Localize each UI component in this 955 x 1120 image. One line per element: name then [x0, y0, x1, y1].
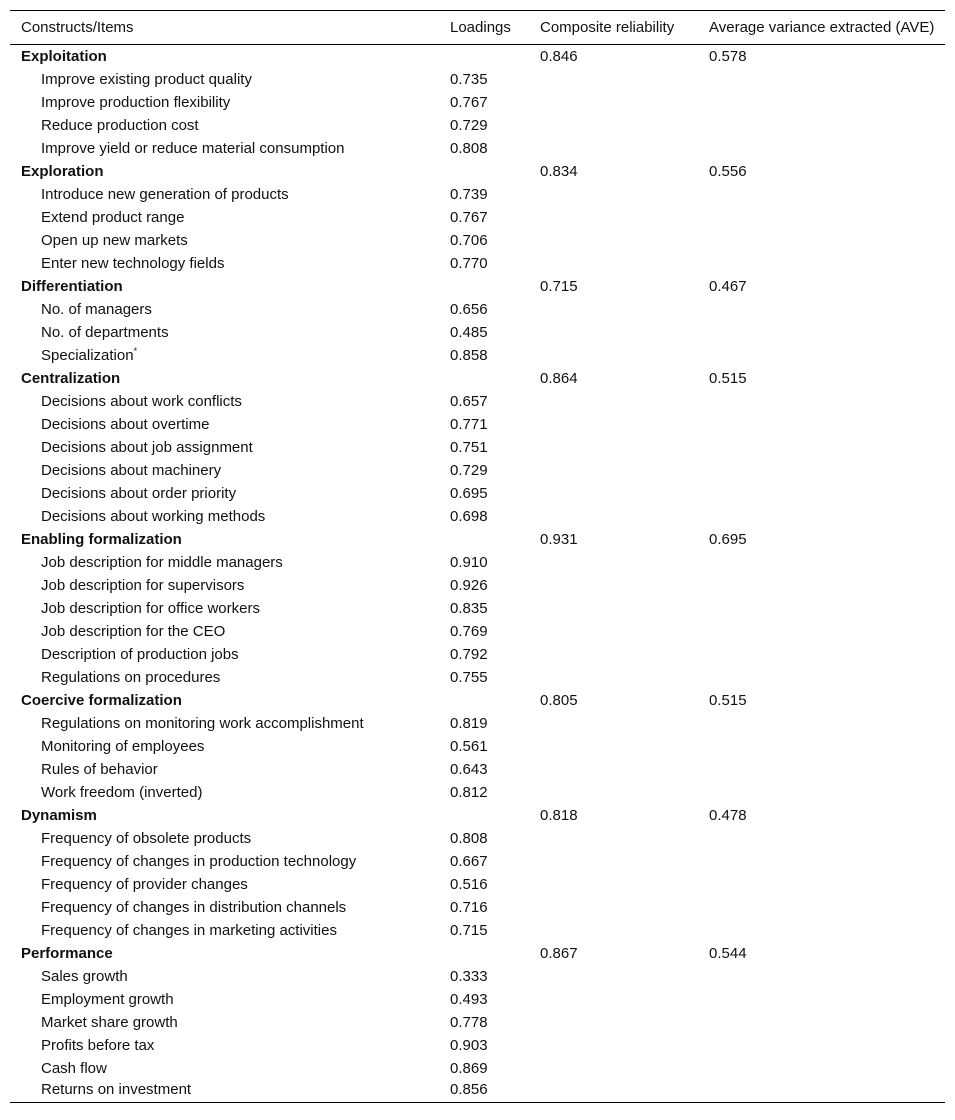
item-loading: 0.657	[450, 392, 488, 410]
item-row	[10, 114, 945, 137]
item-loading: 0.910	[450, 553, 488, 571]
item-row	[10, 482, 945, 505]
item-ave-empty	[709, 758, 945, 781]
item-ave-empty	[709, 827, 945, 850]
item-ave-empty	[709, 252, 945, 275]
item-label: Reduce production cost	[41, 116, 199, 134]
item-row	[10, 827, 945, 850]
construct-row	[10, 528, 945, 551]
table-header	[10, 11, 945, 45]
item-label: Decisions about machinery	[41, 461, 222, 479]
item-loading: 0.751	[450, 438, 488, 456]
item-label-cell	[10, 459, 450, 482]
item-row	[10, 91, 945, 114]
item-ave-empty	[709, 183, 945, 206]
item-label-cell	[10, 873, 450, 896]
item-label-cell	[10, 551, 450, 574]
item-cr-empty	[540, 551, 709, 574]
item-row	[10, 321, 945, 344]
item-ave-empty	[709, 206, 945, 229]
item-ave-empty	[709, 298, 945, 321]
construct-name: Exploitation	[21, 47, 107, 65]
construct-name: Differentiation	[21, 277, 123, 295]
item-ave-empty	[709, 91, 945, 114]
item-loading: 0.767	[450, 208, 488, 226]
item-label-cell	[10, 206, 450, 229]
item-label-cell	[10, 666, 450, 689]
average-variance-extracted: 0.467	[709, 277, 747, 295]
item-ave-empty	[709, 896, 945, 919]
item-loading: 0.856	[450, 1080, 488, 1098]
header-composite-reliability: Composite reliability	[540, 19, 675, 36]
item-row	[10, 1034, 945, 1057]
construct-name: Centralization	[21, 369, 121, 387]
item-loading: 0.739	[450, 185, 488, 203]
item-label-cell	[10, 597, 450, 620]
construct-loading-empty	[450, 160, 540, 183]
item-row	[10, 137, 945, 160]
item-loading: 0.485	[450, 323, 488, 341]
item-loading: 0.869	[450, 1059, 488, 1077]
item-cr-empty	[540, 988, 709, 1011]
item-cr-empty	[540, 850, 709, 873]
item-label-cell	[10, 1080, 450, 1103]
item-cr-empty	[540, 137, 709, 160]
item-label-cell	[10, 436, 450, 459]
item-label: Extend product range	[41, 208, 185, 226]
item-loading: 0.643	[450, 760, 488, 778]
item-cr-empty	[540, 321, 709, 344]
item-ave-empty	[709, 436, 945, 459]
item-cr-empty	[540, 574, 709, 597]
item-label: Rules of behavior	[41, 760, 158, 778]
construct-loading-empty	[450, 275, 540, 298]
header-constructs: Constructs/Items	[21, 19, 134, 36]
item-cr-empty	[540, 459, 709, 482]
item-label-cell	[10, 827, 450, 850]
item-ave-empty	[709, 850, 945, 873]
item-label: Employment growth	[41, 990, 174, 1008]
item-ave-empty	[709, 919, 945, 942]
item-label: Returns on investment	[41, 1080, 192, 1098]
average-variance-extracted: 0.544	[709, 944, 747, 962]
item-label: Profits before tax	[41, 1036, 155, 1054]
item-label-cell	[10, 850, 450, 873]
composite-reliability: 0.864	[540, 369, 578, 387]
item-label-cell	[10, 252, 450, 275]
item-loading: 0.333	[450, 967, 488, 985]
item-label-cell	[10, 988, 450, 1011]
item-ave-empty	[709, 873, 945, 896]
item-loading: 0.561	[450, 737, 488, 755]
item-cr-empty	[540, 666, 709, 689]
item-cr-empty	[540, 183, 709, 206]
item-row	[10, 597, 945, 620]
item-loading: 0.715	[450, 921, 488, 939]
item-cr-empty	[540, 344, 709, 367]
item-loading: 0.667	[450, 852, 488, 870]
item-label-cell	[10, 919, 450, 942]
item-ave-empty	[709, 505, 945, 528]
item-cr-empty	[540, 1057, 709, 1080]
item-cr-empty	[540, 298, 709, 321]
item-label: Decisions about work conflicts	[41, 392, 242, 410]
item-row	[10, 298, 945, 321]
item-row	[10, 413, 945, 436]
item-label: No. of managers	[41, 300, 152, 318]
item-ave-empty	[709, 1057, 945, 1080]
item-row	[10, 551, 945, 574]
item-cr-empty	[540, 1034, 709, 1057]
item-loading: 0.755	[450, 668, 488, 686]
item-cr-empty	[540, 1080, 709, 1103]
item-loading: 0.903	[450, 1036, 488, 1054]
item-ave-empty	[709, 643, 945, 666]
item-loading: 0.926	[450, 576, 488, 594]
item-loading: 0.706	[450, 231, 488, 249]
item-label-cell	[10, 183, 450, 206]
construct-row	[10, 275, 945, 298]
item-row	[10, 1011, 945, 1034]
item-row	[10, 965, 945, 988]
construct-name: Performance	[21, 944, 113, 962]
item-label-cell	[10, 321, 450, 344]
item-label-cell	[10, 896, 450, 919]
item-row	[10, 1057, 945, 1080]
item-label-cell	[10, 229, 450, 252]
header-row	[10, 11, 945, 45]
item-ave-empty	[709, 390, 945, 413]
item-label: Job description for office workers	[41, 599, 260, 617]
item-cr-empty	[540, 91, 709, 114]
item-ave-empty	[709, 114, 945, 137]
item-cr-empty	[540, 390, 709, 413]
item-label-cell	[10, 137, 450, 160]
item-ave-empty	[709, 1011, 945, 1034]
item-label-cell	[10, 91, 450, 114]
item-loading: 0.695	[450, 484, 488, 502]
item-ave-empty	[709, 597, 945, 620]
construct-name: Enabling formalization	[21, 530, 182, 548]
item-label: Cash flow	[41, 1059, 107, 1077]
item-label-cell	[10, 1057, 450, 1080]
composite-reliability: 0.834	[540, 162, 578, 180]
composite-reliability: 0.715	[540, 277, 578, 295]
item-label-cell	[10, 298, 450, 321]
item-label-cell	[10, 114, 450, 137]
item-row	[10, 459, 945, 482]
composite-reliability: 0.805	[540, 691, 578, 709]
item-loading: 0.808	[450, 139, 488, 157]
item-cr-empty	[540, 965, 709, 988]
item-ave-empty	[709, 321, 945, 344]
item-row	[10, 735, 945, 758]
composite-reliability: 0.867	[540, 944, 578, 962]
item-label: Frequency of provider changes	[41, 875, 248, 893]
item-row	[10, 620, 945, 643]
item-cr-empty	[540, 781, 709, 804]
item-label: Improve production flexibility	[41, 93, 231, 111]
item-cr-empty	[540, 758, 709, 781]
item-label: Monitoring of employees	[41, 737, 205, 755]
construct-name: Coercive formalization	[21, 691, 182, 709]
item-row	[10, 666, 945, 689]
item-label: Decisions about order priority	[41, 484, 237, 502]
table-body	[10, 45, 945, 1103]
item-row	[10, 390, 945, 413]
item-row	[10, 896, 945, 919]
item-row	[10, 850, 945, 873]
item-ave-empty	[709, 229, 945, 252]
item-label: Decisions about job assignment	[41, 438, 253, 456]
item-ave-empty	[709, 344, 945, 367]
construct-loading-empty	[450, 45, 540, 68]
item-label: Job description for the CEO	[41, 622, 226, 640]
average-variance-extracted: 0.515	[709, 369, 747, 387]
item-label-cell	[10, 712, 450, 735]
average-variance-extracted: 0.478	[709, 806, 747, 824]
item-row	[10, 919, 945, 942]
item-cr-empty	[540, 68, 709, 91]
item-label: Frequency of changes in marketing activities	[41, 921, 337, 939]
item-label: Description of production jobs	[41, 645, 239, 663]
item-loading: 0.769	[450, 622, 488, 640]
item-label: Work freedom (inverted)	[41, 783, 203, 801]
item-label-cell	[10, 965, 450, 988]
construct-row	[10, 942, 945, 965]
construct-row	[10, 45, 945, 68]
item-cr-empty	[540, 873, 709, 896]
construct-name: Exploration	[21, 162, 104, 180]
results-table-container	[10, 10, 945, 1103]
item-ave-empty	[709, 620, 945, 643]
construct-row	[10, 804, 945, 827]
item-cr-empty	[540, 114, 709, 137]
item-cr-empty	[540, 896, 709, 919]
item-label: Regulations on procedures	[41, 668, 221, 686]
item-cr-empty	[540, 229, 709, 252]
item-row	[10, 758, 945, 781]
item-loading: 0.516	[450, 875, 488, 893]
average-variance-extracted: 0.578	[709, 47, 747, 65]
item-cr-empty	[540, 252, 709, 275]
composite-reliability: 0.818	[540, 806, 578, 824]
item-label: Decisions about working methods	[41, 507, 266, 525]
item-row	[10, 252, 945, 275]
construct-loading-empty	[450, 689, 540, 712]
header-ave: Average variance extracted (AVE)	[709, 19, 935, 36]
item-label-cell	[10, 344, 450, 367]
item-loading: 0.656	[450, 300, 488, 318]
header-loadings: Loadings	[450, 19, 511, 36]
item-cr-empty	[540, 620, 709, 643]
item-cr-empty	[540, 505, 709, 528]
item-label: No. of departments	[41, 323, 169, 341]
item-row	[10, 206, 945, 229]
item-loading: 0.716	[450, 898, 488, 916]
item-row	[10, 183, 945, 206]
item-label: Job description for middle managers	[41, 553, 283, 571]
item-row	[10, 436, 945, 459]
item-cr-empty	[540, 206, 709, 229]
item-label: Sales growth	[41, 967, 128, 985]
average-variance-extracted: 0.515	[709, 691, 747, 709]
item-cr-empty	[540, 712, 709, 735]
item-label: Improve existing product quality	[41, 70, 252, 88]
item-row	[10, 505, 945, 528]
item-cr-empty	[540, 436, 709, 459]
item-label-cell	[10, 390, 450, 413]
item-label-cell	[10, 620, 450, 643]
average-variance-extracted: 0.695	[709, 530, 747, 548]
item-loading: 0.698	[450, 507, 488, 525]
item-ave-empty	[709, 459, 945, 482]
item-label-cell	[10, 574, 450, 597]
item-label-cell	[10, 643, 450, 666]
item-ave-empty	[709, 1080, 945, 1103]
item-label-cell	[10, 735, 450, 758]
construct-row	[10, 160, 945, 183]
item-loading: 0.729	[450, 116, 488, 134]
construct-loading-empty	[450, 804, 540, 827]
construct-loading-empty	[450, 367, 540, 390]
item-ave-empty	[709, 1034, 945, 1057]
item-label-cell	[10, 482, 450, 505]
item-loading: 0.792	[450, 645, 488, 663]
item-ave-empty	[709, 68, 945, 91]
average-variance-extracted: 0.556	[709, 162, 747, 180]
item-loading: 0.808	[450, 829, 488, 847]
item-ave-empty	[709, 735, 945, 758]
item-ave-empty	[709, 413, 945, 436]
results-table	[10, 10, 945, 1103]
item-label-cell	[10, 505, 450, 528]
item-row	[10, 988, 945, 1011]
item-cr-empty	[540, 643, 709, 666]
item-label: Frequency of changes in distribution channels	[41, 898, 347, 916]
item-cr-empty	[540, 413, 709, 436]
construct-loading-empty	[450, 942, 540, 965]
item-cr-empty	[540, 919, 709, 942]
item-loading: 0.771	[450, 415, 488, 433]
item-label-cell	[10, 1011, 450, 1034]
item-label: Regulations on monitoring work accomplishment	[41, 714, 364, 732]
item-ave-empty	[709, 965, 945, 988]
item-loading: 0.835	[450, 599, 488, 617]
item-label: Introduce new generation of products	[41, 185, 289, 203]
item-row	[10, 574, 945, 597]
item-loading: 0.767	[450, 93, 488, 111]
item-loading: 0.735	[450, 70, 488, 88]
construct-row	[10, 367, 945, 390]
composite-reliability: 0.931	[540, 530, 578, 548]
item-cr-empty	[540, 1011, 709, 1034]
item-label: Decisions about overtime	[41, 415, 210, 433]
item-label: Frequency of changes in production technology	[41, 852, 357, 870]
item-label: Improve yield or reduce material consumption	[41, 139, 345, 157]
item-loading: 0.858	[450, 346, 488, 364]
item-row	[10, 68, 945, 91]
item-cr-empty	[540, 827, 709, 850]
item-row	[10, 229, 945, 252]
item-label: Market share growth	[41, 1013, 178, 1031]
item-ave-empty	[709, 482, 945, 505]
item-ave-empty	[709, 666, 945, 689]
item-row	[10, 643, 945, 666]
item-loading: 0.770	[450, 254, 488, 272]
item-label: Enter new technology fields	[41, 254, 225, 272]
item-cr-empty	[540, 735, 709, 758]
composite-reliability: 0.846	[540, 47, 578, 65]
item-label: Specialization	[41, 346, 134, 364]
item-row	[10, 1080, 945, 1103]
construct-name: Dynamism	[21, 806, 97, 824]
item-ave-empty	[709, 712, 945, 735]
item-cr-empty	[540, 597, 709, 620]
item-loading: 0.729	[450, 461, 488, 479]
item-row	[10, 781, 945, 804]
item-row	[10, 873, 945, 896]
item-label-cell	[10, 758, 450, 781]
item-label-cell	[10, 1034, 450, 1057]
item-ave-empty	[709, 137, 945, 160]
item-label-cell	[10, 68, 450, 91]
item-ave-empty	[709, 551, 945, 574]
item-loading: 0.819	[450, 714, 488, 732]
item-loading: 0.778	[450, 1013, 488, 1031]
item-loading: 0.493	[450, 990, 488, 1008]
item-cr-empty	[540, 482, 709, 505]
construct-row	[10, 689, 945, 712]
item-label: Job description for supervisors	[41, 576, 245, 594]
item-ave-empty	[709, 574, 945, 597]
footnote-marker: *	[133, 345, 138, 356]
item-ave-empty	[709, 781, 945, 804]
item-loading: 0.812	[450, 783, 488, 801]
item-label: Open up new markets	[41, 231, 188, 249]
construct-loading-empty	[450, 528, 540, 551]
item-ave-empty	[709, 988, 945, 1011]
item-row	[10, 344, 945, 367]
item-row	[10, 712, 945, 735]
item-label-cell	[10, 781, 450, 804]
item-label-cell	[10, 413, 450, 436]
item-label: Frequency of obsolete products	[41, 829, 252, 847]
